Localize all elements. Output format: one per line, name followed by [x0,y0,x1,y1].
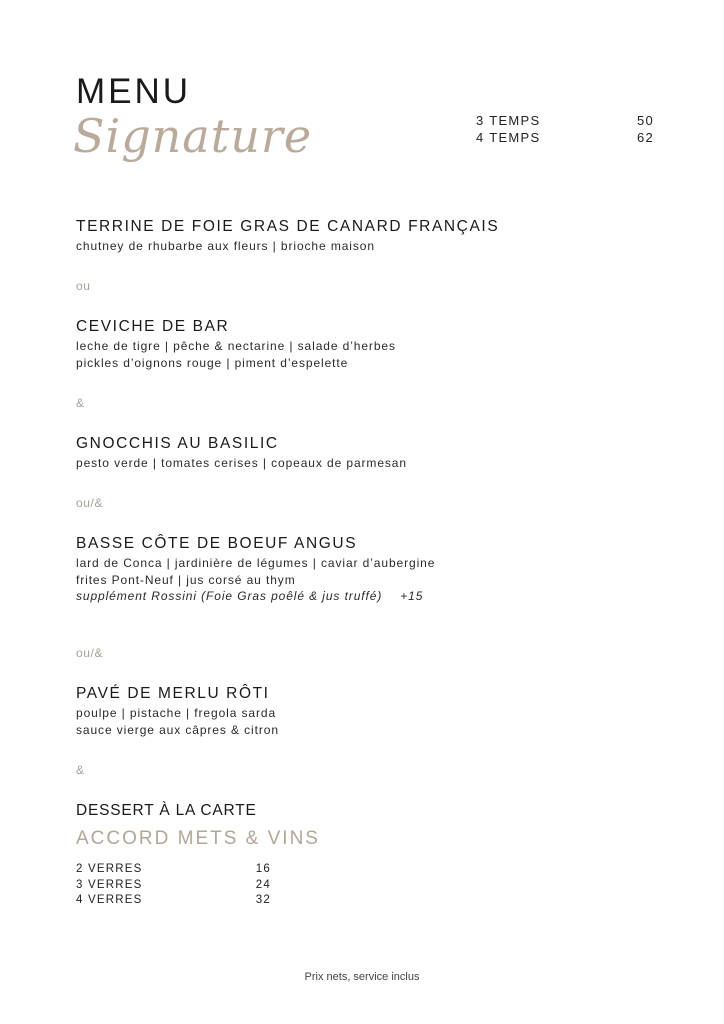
dish-title-ceviche: CEVICHE DE BAR [76,318,230,335]
supplement-price: +15 [400,589,424,603]
menu-title: MENU [76,72,192,111]
course-separator: ou [76,279,91,293]
price-label: 4 TEMPS [476,130,541,145]
course-separator: & [76,763,85,777]
pairing-label: 4 VERRES [76,894,143,907]
pairing-price: 16 [255,863,271,875]
supplement-text: supplément Rossini (Foie Gras poêlé & jus truffé) [76,589,383,603]
pairing-row [76,878,271,894]
footer-note: Prix nets, service inclus [304,971,420,983]
pairing-row [76,862,271,878]
course-separator: ou/& [76,496,104,510]
price-value: 62 [636,130,654,145]
dish-description: poulpe | pistache | fregola sarda [76,706,277,720]
course-separator: & [76,396,85,410]
dish-description: frites Pont-Neuf | jus corsé au thym [76,573,296,587]
supplement-line [76,588,423,605]
price-value: 50 [636,113,654,128]
dish-description: pickles d’oignons rouge | piment d’espelette [76,356,349,370]
price-row-3-courses [476,112,654,129]
dish-description: sauce vierge aux câpres & citron [76,723,279,737]
dish-description: chutney de rhubarbe aux fleurs | brioche maison [76,239,375,253]
dish-title-boeuf-angus: BASSE CÔTE DE BOEUF ANGUS [76,535,358,552]
dish-title-gnocchis: GNOCCHIS AU BASILIC [76,435,279,452]
price-row-4-courses [476,129,654,146]
dish-description: pesto verde | tomates cerises | copeaux de parmesan [76,456,407,470]
pairing-label: 3 VERRES [76,878,143,891]
pairing-price: 32 [255,894,271,907]
course-separator: ou/& [76,646,104,660]
price-label: 3 TEMPS [476,113,541,128]
dish-title-merlu: PAVÉ DE MERLU RÔTI [76,685,270,702]
dish-title-foie-gras: TERRINE DE FOIE GRAS DE CANARD FRANÇAIS [76,218,500,235]
wine-pairing-options [76,862,271,909]
pairing-label: 2 VERRES [76,863,143,875]
dish-description: leche de tigre | pêche & nectarine | salade d’herbes [76,339,396,353]
signature-script-title: Signature [73,109,313,163]
dish-description: lard de Conca | jardinière de légumes | caviar d’aubergine [76,556,436,570]
wine-pairing-title: ACCORD METS & VINS [76,828,320,849]
menu-prices [476,112,654,146]
pairing-price: 24 [255,878,271,891]
pairing-row [76,893,271,909]
dessert-title: DESSERT À LA CARTE [76,802,257,819]
